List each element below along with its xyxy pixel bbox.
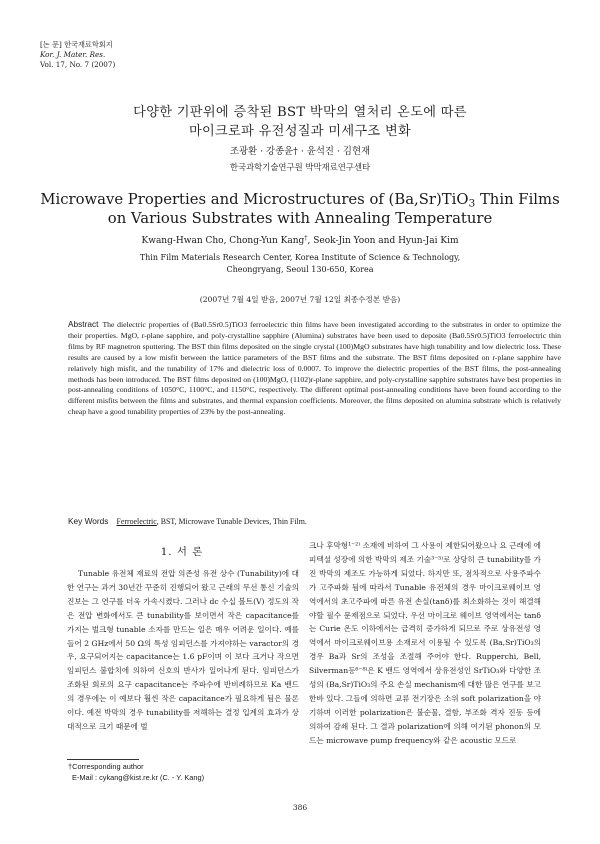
body-paragraph-left: Tunable 유전체 재료의 전압 의존성 유전 상수 (Tunability)에 대한 연구는 과거 30년간 꾸준히 진행되어 왔고 근래의 무선 통신 기술의 진보는 그 연구를 더욱 가속시켰다. 그러나 dc 수십 볼트(V) 정도의 작은 전압 변화에서도 큰 tunability를 보이면서 작은 capacitance를 가지는 벌크형 tunable 소자를 만드는 일은 매우 어려운 일이다. 예를 들어 2 GHz에서 50 Ω의 특성 임피던스를 가져야하는 varactor의 경우, 요구되어지는 capacitance는 1.6 pF이며 이 보다 크거나 작으면 임피던스 불합치에 의하여 신호의 반사가 일어나게 된다. 임피던스가 조화된 회로의 요구 capacitance는 주파수에 반비례하므로 Ka 밴드의 경우에는 이 예보다 훨씬 작은 capacitance가 필요하게 됨은 물론이다. 예전 박막의 경우 tunability를 저해하는 결정 입계의 효과가 상대적으로 크기 때문에 벌: [67, 569, 299, 731]
english-affiliation-line1: Thin Film Materials Research Center, Korea Institute of Science & Technology,: [139, 253, 461, 262]
journal-korean-name: [논 문] 한국재료학회지: [40, 40, 113, 49]
footnote: [68, 762, 204, 783]
english-affiliation-line2: Cheongryang, Seoul 130-650, Korea: [226, 265, 374, 274]
korean-title-line2: 마이크로파 유전성질과 미세구조 변화: [188, 124, 412, 139]
keywords-rest: , BST, Microwave Tunable Devices, Thin Film.: [156, 517, 307, 526]
keywords: [68, 516, 561, 527]
english-title-line1-post: Thin Films: [475, 191, 560, 208]
korean-title-line1: 다양한 기판위에 증착된 BST 박막의 열처리 온도에 따른: [133, 105, 467, 120]
journal-info: [40, 40, 115, 70]
english-title: [0, 190, 600, 228]
journal-english-name: Kor. J. Mater. Res.: [40, 50, 106, 59]
english-title-subscript: 3: [468, 196, 476, 210]
english-title-line1-pre: Microwave Properties and Microstructures of (Ba,Sr)TiO: [40, 191, 469, 208]
english-authors: [0, 235, 600, 247]
corresponding-mark: †: [304, 234, 308, 243]
section-heading: 1. 서 론: [160, 546, 204, 558]
english-title-line2: on Various Substrates with Annealing Temperature: [107, 210, 493, 227]
body-column-right: [309, 539, 541, 748]
abstract: [68, 319, 561, 418]
english-title-line1: [0, 190, 600, 209]
page-number: 386: [292, 803, 308, 812]
korean-title: [0, 103, 600, 141]
body-paragraph-right: 크나 후막형¹⁻²⁾ 소재에 비하여 그 사용이 제한되어왔으나 요 근래에 에피텍셜 성장에 의한 박막의 제조 기술³⁻⁵⁾로 상당히 큰 tunability를 가진 박막의 제조도 가능하게 되었다. 하지만 또, 점차적으로 사용주파수가 고주파화 됨에 따라서 Tunable 유전체의 경우 마이크로웨이브 영역에서의 초고주파에 따른 유전 손실(tanδ)를 최소화하는 것이 해결해야할 필수 문제점으로 되었다. 우선 마이크로 웨이브 영역에서는 tanδ는 Curie 온도 이하에서는 급격히 증가하게 되므로 주로 상유전성 영역에서 마이크로웨이브용 소재로서 이용될 수 있도록 (Ba,Sr)TiO₃의 경우 Ba과 Sr의 조성을 조절해 주어야 한다. Rupperchi, Bell, Silverman등⁶⁻⁸⁾은 K 밴드 영역에서 상유전성인 SrTiO₃와 다양한 조성의 (Ba,Sr)TiO₃의 주요 손실 mechanism에 대한 많은 연구를 보고한바 있다. 그들에 의하면 교류 전기장은 소위 soft polarization을 야기하며 이러한 polarization은 불순물, 결함, 부조화 격자 진동 등에 의하여 감쇄 된다. 그 결과 polarization에 의해 여기된 phonon의 모드는 microwave pump frequency와 같은 acoustic 모드로: [309, 541, 541, 745]
journal-volume: Vol. 17, No. 7 (2007): [40, 60, 116, 69]
english-authors-post: , Seok-Jin Yoon and Hyun-Jai Kim: [307, 236, 459, 246]
footnote-corresponding: †Corresponding author: [68, 762, 144, 771]
body-column-left: [67, 567, 299, 734]
keyword-first: Ferroelectric: [116, 517, 157, 526]
english-affiliation: [0, 252, 600, 276]
abstract-text: The dielectric properties of (Ba0.5Sr0.5)TiO3 ferroelectric thin films have been investigated according to the substrates in order to optimize the their properties. MgO, r-plane sapphire, and poly-crystalline sapphire (Alumina) substrates have been used to deposite (Ba0.5Sr0.5)TiO3 ferroelectric thin films by RF magnetron sputtering. The BST thin films deposited on the single crystal (100)MgO substrates have high tunability and low dielectric loss. These results are caused by a low misfit between the lattice parameters of the BST films and the substrate. The BST films deposited on r-plane sapphire have relatively high misfit, and the tunability of 17% and dielectric loss of 0.0007. To improve the dielectric properties of the BST films, the post-annealing methods has been introduced. The BST films deposited on (100)MgO, (1102)r-plane sapphire, and poly-crystalline sapphire substrates have best properties in post-annealing conditions of 1050°C, 1100°C, and 1150°C, respectively. The different optimal post-annealing conditions have been found according to the different misfits between the films and substrates, and thermal expansion coefficients. Moreover, the films deposited on alumina substrate which is relatively cheap have a good tunability properties of 23% by the post-annealing.: [68, 320, 561, 417]
english-authors-pre: Kwang-Hwan Cho, Chong-Yun Kang: [141, 236, 305, 246]
keywords-label: Key Words: [68, 516, 109, 526]
footnote-divider: [67, 759, 139, 760]
footnote-email: E-Mail : cykang@kist.re.kr (C. - Y. Kang): [72, 772, 205, 782]
abstract-label: Abstract: [68, 319, 99, 329]
korean-authors: 조광환 · 강종윤† · 윤석진 · 김현재: [229, 146, 371, 157]
received-dates: (2007년 7월 4일 받음, 2007년 7월 12일 최종수정본 받음): [199, 295, 401, 304]
korean-affiliation: 한국과학기술연구원 박막재료연구센타: [229, 162, 371, 172]
